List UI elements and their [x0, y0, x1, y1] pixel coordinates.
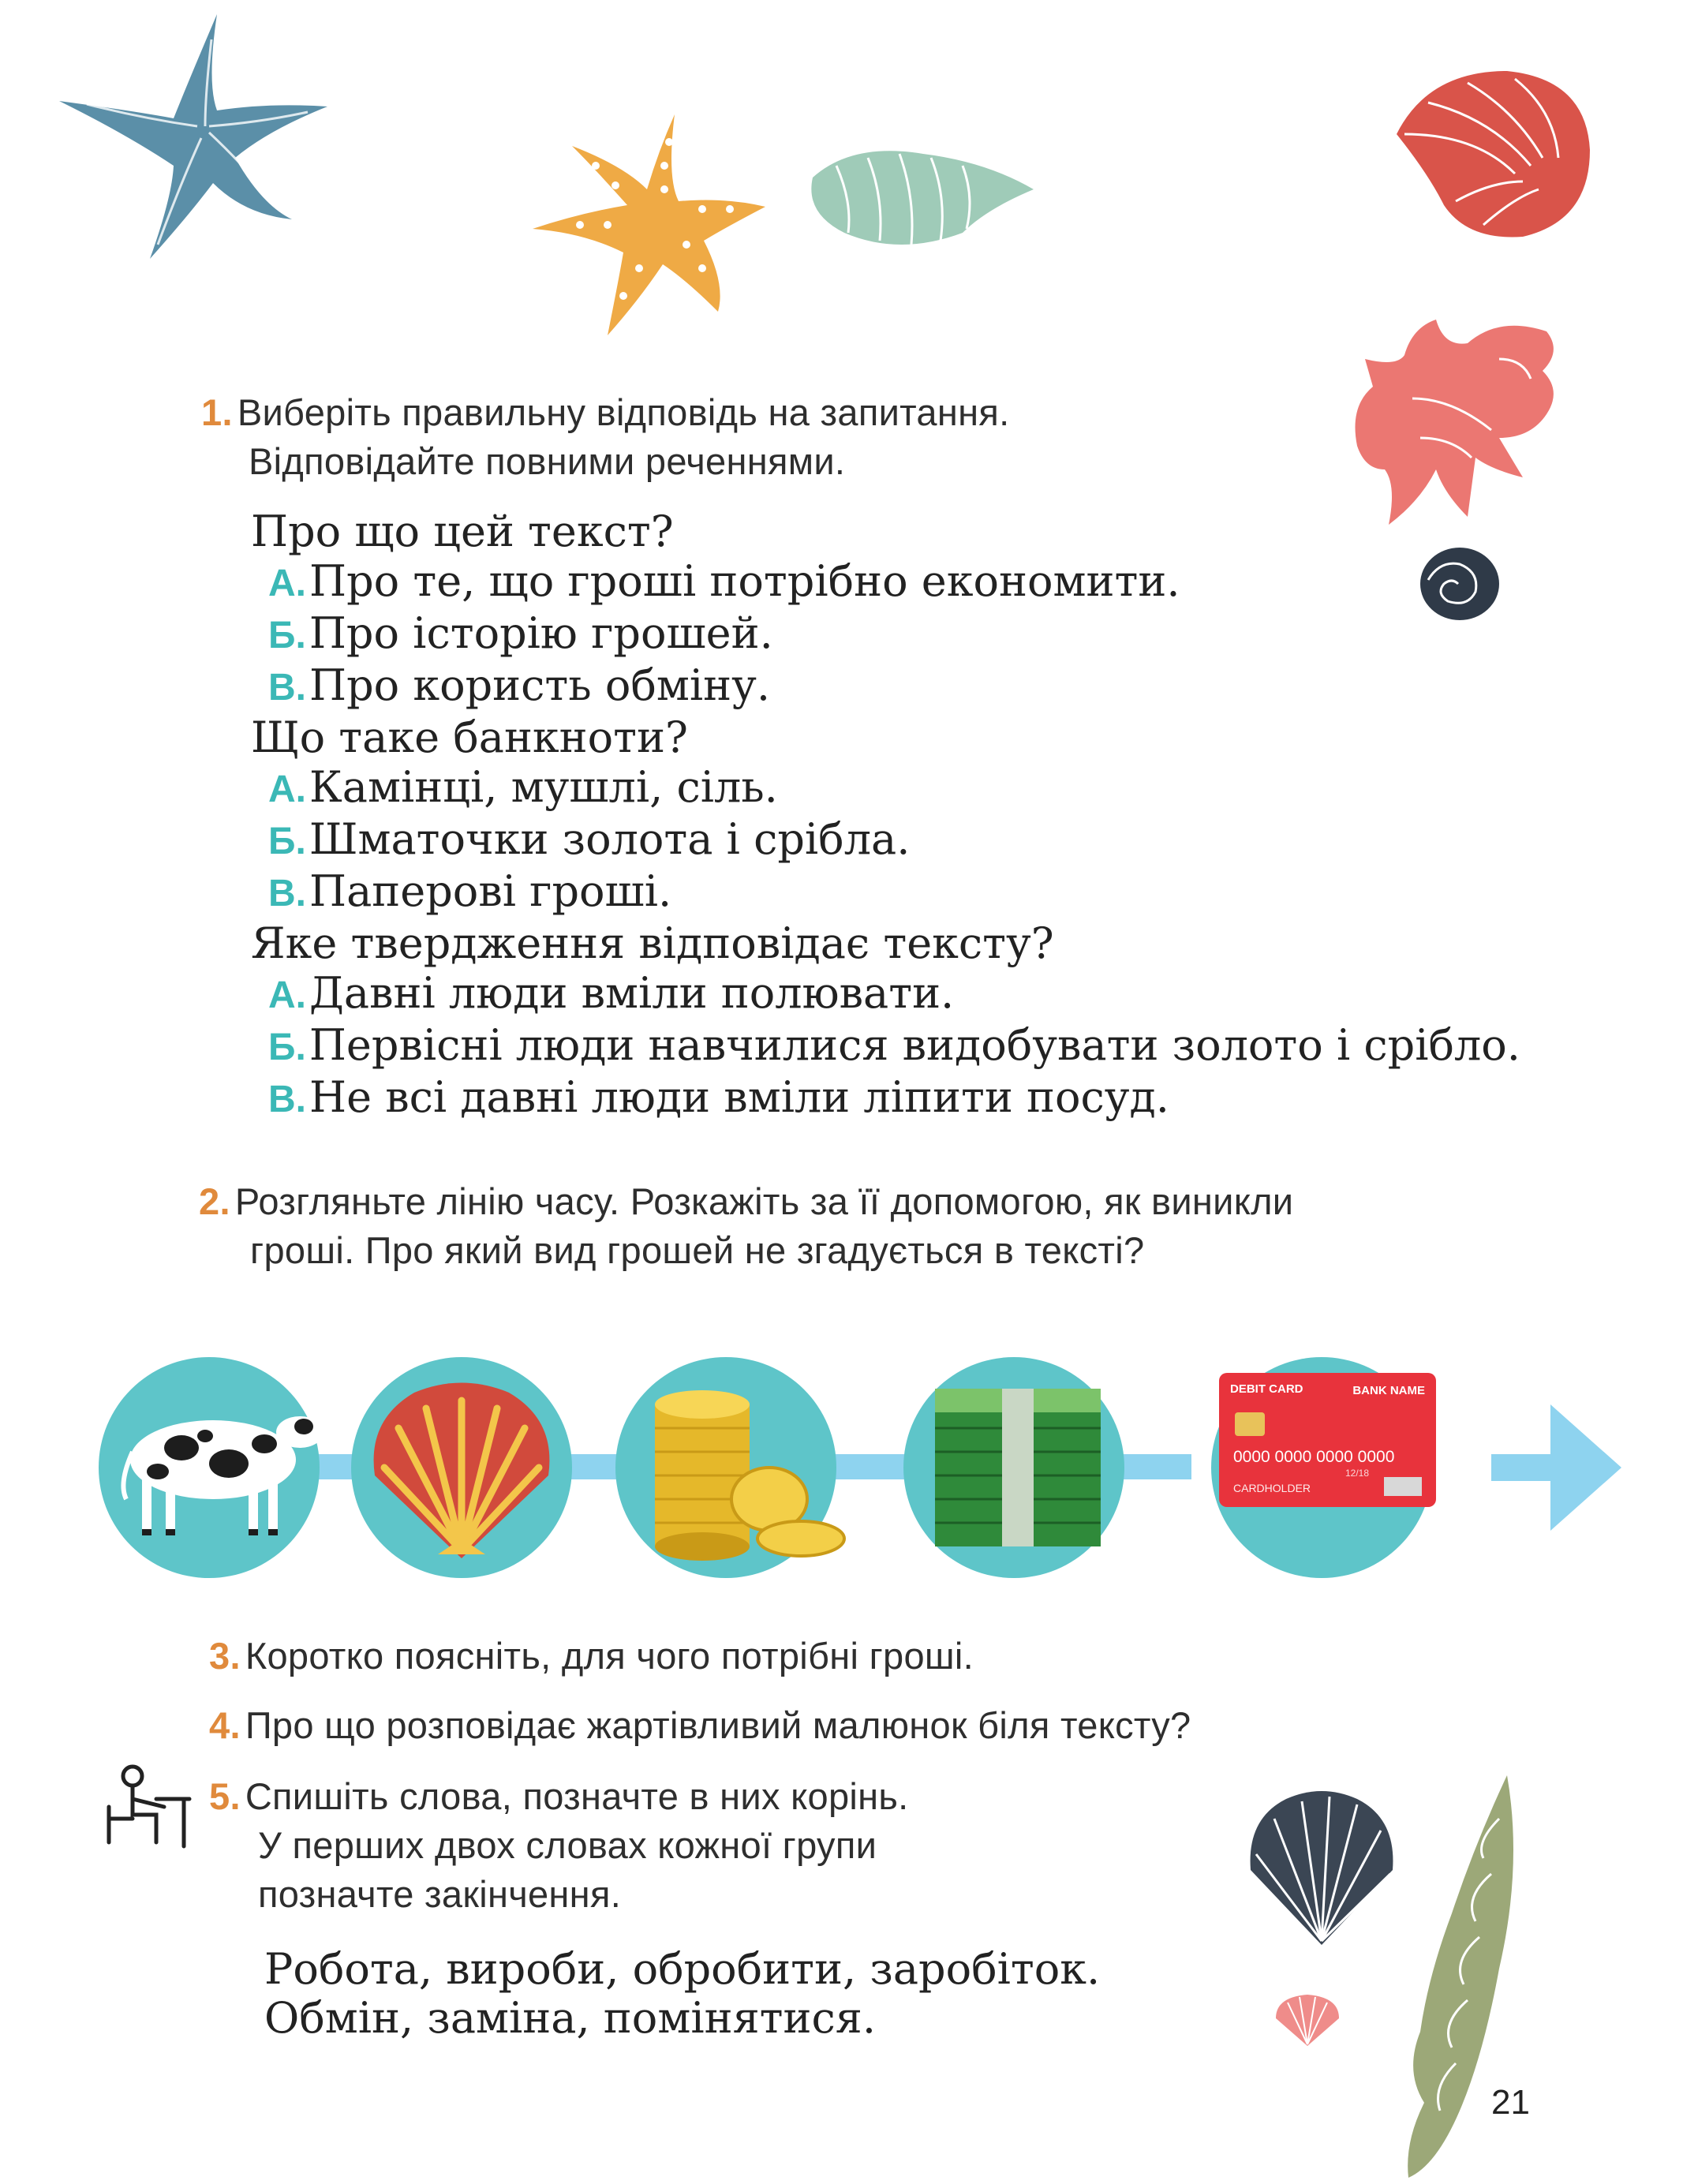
card-chip-icon	[1235, 1412, 1265, 1436]
option-letter: А.	[268, 769, 306, 810]
orange-starfish-icon	[529, 110, 773, 339]
instruction-line: У перших двох словах кожної групи	[258, 1824, 877, 1866]
answer-option	[251, 762, 1592, 814]
card-debit-label: DEBIT CARD	[1230, 1382, 1303, 1396]
answer-option	[251, 1020, 1592, 1072]
answer-option	[251, 814, 1592, 866]
instruction-line: Відповідайте повними реченнями.	[249, 440, 846, 482]
small-pink-shell-icon	[1272, 1991, 1343, 2050]
card-signature-strip	[1384, 1477, 1422, 1496]
task-text: Про що розповідає жартівливий малюнок біля тексту?	[245, 1704, 1191, 1746]
task5-words	[264, 1945, 1290, 2043]
blue-starfish-icon	[55, 8, 339, 268]
red-nautilus-shell-icon	[1381, 63, 1602, 245]
option-text: Камінці, мушлі, сіль.	[309, 762, 778, 812]
green-conch-shell-icon	[805, 138, 1042, 256]
option-text: Первісні люди навчилися видобувати золото і срібло.	[309, 1020, 1520, 1070]
option-letter: Б.	[268, 615, 306, 656]
option-text: Про те, що гроші потрібно економити.	[309, 556, 1180, 606]
task-text: Коротко поясніть, для чого потрібні гроші.	[245, 1635, 974, 1677]
answer-option	[251, 866, 1592, 918]
option-letter: В.	[268, 873, 306, 914]
question: Про що цей текст?	[251, 507, 674, 556]
option-text: Паперові гроші.	[309, 866, 672, 916]
scallop-shell-icon	[351, 1373, 572, 1570]
task2-instruction	[199, 1177, 1580, 1275]
task-number: 2.	[199, 1180, 230, 1222]
question: Яке твердження відповідає тексту?	[251, 918, 1054, 968]
card-holder: CARDHOLDER	[1233, 1482, 1311, 1494]
option-letter: А.	[268, 974, 306, 1016]
instruction-line: позначте закінчення.	[258, 1873, 622, 1915]
banknote-stack-icon	[927, 1381, 1109, 1554]
task3	[209, 1632, 1550, 1681]
task-number: 5.	[209, 1775, 241, 1817]
card-expiry: 12/18	[1345, 1468, 1370, 1479]
option-text: Про історію грошей.	[309, 608, 773, 658]
instruction-line: Спишіть слова, позначте в них корінь.	[245, 1775, 909, 1817]
instruction-line: гроші. Про який вид грошей не згадується в тексті?	[250, 1229, 1145, 1271]
task1-instruction	[201, 388, 1385, 486]
question: Що таке банкноти?	[251, 712, 689, 762]
option-letter: В.	[268, 1079, 306, 1120]
instruction-line: Розгляньте лінію часу. Розкажіть за її допомогою, як виникли	[234, 1180, 1294, 1222]
option-letter: В.	[268, 667, 306, 709]
word-group: Робота, вироби, обробити, заробіток.	[264, 1944, 1101, 1994]
option-letter: Б.	[268, 1027, 306, 1068]
task-number: 3.	[209, 1635, 241, 1677]
answer-option	[251, 1072, 1592, 1124]
instruction-line: Виберіть правильну відповідь на запитання.	[237, 391, 1010, 433]
answer-option	[251, 968, 1592, 1020]
task5-instruction	[209, 1772, 1235, 1919]
dark-scallop-shell-icon	[1239, 1787, 1404, 1953]
option-text: Не всі давні люди вміли ліпити посуд.	[309, 1072, 1169, 1122]
timeline-arrow-icon	[1491, 1401, 1625, 1535]
answer-option	[251, 556, 1592, 608]
task-number: 4.	[209, 1704, 241, 1746]
money-timeline	[0, 1341, 1683, 1594]
page-number: 21	[1491, 2083, 1530, 2122]
cow-icon	[110, 1389, 331, 1539]
answer-option	[251, 608, 1592, 660]
option-text: Давні люди вміли полювати.	[309, 968, 955, 1018]
task1-questions	[251, 507, 1592, 1124]
option-letter: А.	[268, 563, 306, 604]
card-number: 0000 0000 0000 0000	[1233, 1448, 1395, 1466]
card-bank-label: BANK NAME	[1352, 1384, 1425, 1397]
gold-coins-icon	[639, 1381, 860, 1570]
option-text: Про користь обміну.	[309, 660, 771, 710]
option-letter: Б.	[268, 821, 306, 862]
word-group: Обмін, заміна, помінятися.	[264, 1993, 876, 2043]
task-number: 1.	[201, 391, 233, 433]
timeline-connector	[1113, 1454, 1191, 1479]
option-text: Шматочки золота і срібла.	[309, 814, 911, 864]
bank-card-icon	[1219, 1373, 1436, 1507]
answer-option	[251, 660, 1592, 712]
task4	[209, 1701, 1590, 1750]
writing-student-icon	[101, 1763, 192, 1850]
